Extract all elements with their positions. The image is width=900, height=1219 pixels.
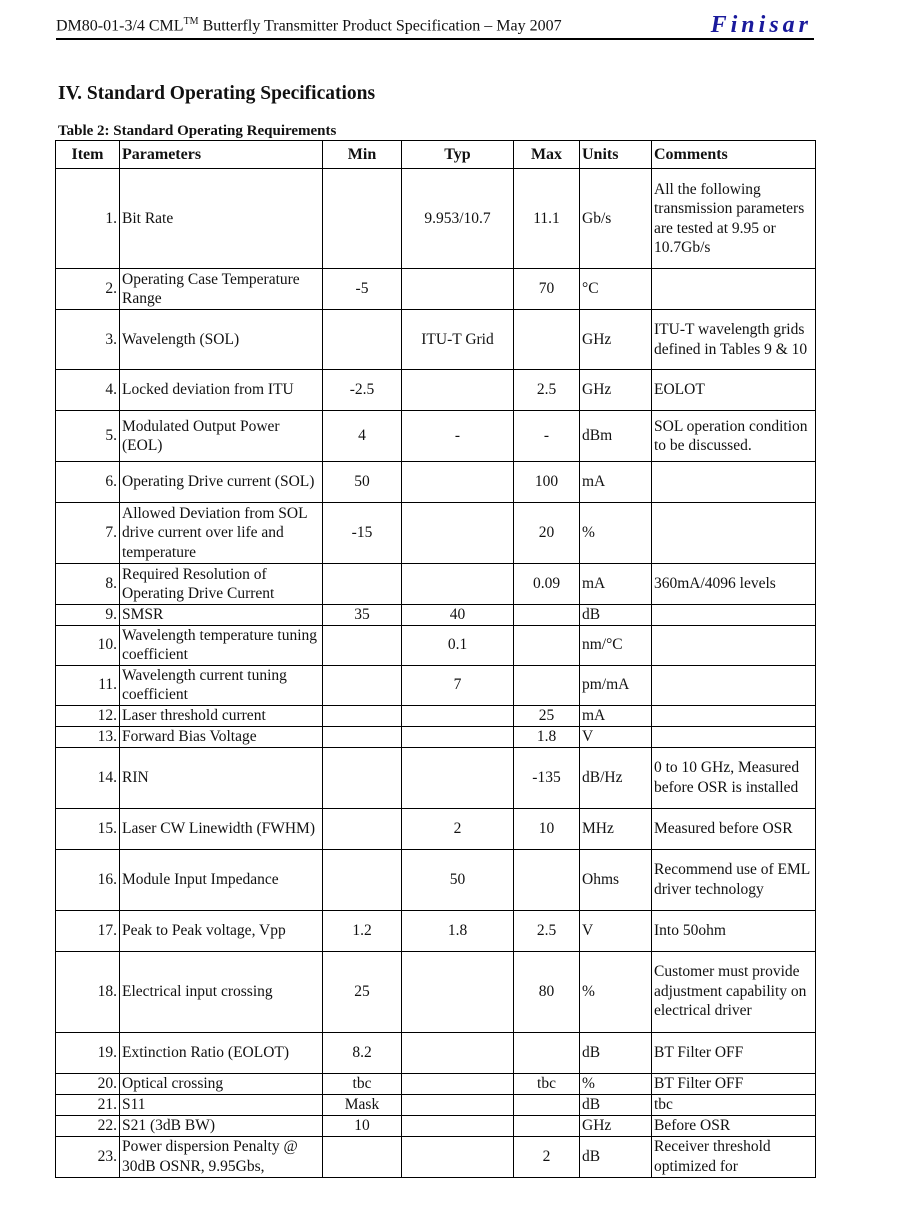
header-units: Units (580, 141, 652, 169)
table-row (56, 370, 816, 411)
cell-units: dB (580, 1094, 652, 1115)
table-header-row (56, 141, 816, 169)
cell-item: 16. (56, 849, 120, 910)
cell-min: 35 (323, 605, 402, 626)
cell-units: % (580, 951, 652, 1032)
cell-parameter: Wavelength temperature tuning coefficient (120, 625, 323, 665)
table-row (56, 269, 816, 310)
cell-units: dB (580, 1032, 652, 1073)
cell-comments: tbc (652, 1094, 816, 1115)
cell-comments (652, 625, 816, 665)
doc-title-suffix: Butterfly Transmitter Product Specification – May 2007 (198, 17, 562, 35)
cell-comments: SOL operation condition to be discussed. (652, 411, 816, 462)
cell-parameter: S11 (120, 1094, 323, 1115)
cell-comments: Measured before OSR (652, 808, 816, 849)
cell-item: 18. (56, 951, 120, 1032)
cell-min (323, 665, 402, 705)
cell-min: Mask (323, 1094, 402, 1115)
table-row (56, 462, 816, 503)
cell-min: 50 (323, 462, 402, 503)
cell-typ: ITU-T Grid (402, 310, 514, 370)
cell-typ (402, 503, 514, 564)
cell-item: 10. (56, 625, 120, 665)
cell-min (323, 310, 402, 370)
cell-units: dB (580, 605, 652, 626)
table-row (56, 625, 816, 665)
cell-min (323, 1136, 402, 1177)
cell-typ: - (402, 411, 514, 462)
table-row (56, 951, 816, 1032)
cell-comments (652, 269, 816, 310)
cell-comments (652, 705, 816, 726)
cell-min (323, 726, 402, 747)
cell-typ: 9.953/10.7 (402, 169, 514, 269)
table-row (56, 726, 816, 747)
cell-units: pm/mA (580, 665, 652, 705)
cell-units: GHz (580, 310, 652, 370)
cell-min (323, 747, 402, 808)
cell-item: 4. (56, 370, 120, 411)
cell-item: 9. (56, 605, 120, 626)
cell-typ (402, 726, 514, 747)
cell-parameter: Bit Rate (120, 169, 323, 269)
cell-typ (402, 747, 514, 808)
table-row (56, 705, 816, 726)
cell-item: 5. (56, 411, 120, 462)
cell-units: Ohms (580, 849, 652, 910)
cell-parameter: Module Input Impedance (120, 849, 323, 910)
cell-parameter: Operating Drive current (SOL) (120, 462, 323, 503)
table-row (56, 503, 816, 564)
cell-typ (402, 370, 514, 411)
cell-max: 2.5 (514, 370, 580, 411)
cell-item: 20. (56, 1073, 120, 1094)
cell-typ: 0.1 (402, 625, 514, 665)
cell-parameter: Modulated Output Power (EOL) (120, 411, 323, 462)
cell-typ: 2 (402, 808, 514, 849)
cell-max: 20 (514, 503, 580, 564)
cell-typ (402, 1136, 514, 1177)
trademark-mark: TM (183, 16, 199, 27)
table-row (56, 1136, 816, 1177)
cell-max (514, 605, 580, 626)
cell-item: 13. (56, 726, 120, 747)
cell-min: -5 (323, 269, 402, 310)
cell-comments: Customer must provide adjustment capability on electrical driver (652, 951, 816, 1032)
header-item: Item (56, 141, 120, 169)
cell-parameter: Optical crossing (120, 1073, 323, 1094)
cell-item: 19. (56, 1032, 120, 1073)
section-title: IV. Standard Operating Specifications (58, 83, 376, 104)
cell-comments (652, 462, 816, 503)
cell-min (323, 849, 402, 910)
cell-min (323, 169, 402, 269)
cell-typ (402, 1115, 514, 1136)
cell-max (514, 1032, 580, 1073)
cell-item: 7. (56, 503, 120, 564)
cell-units: MHz (580, 808, 652, 849)
cell-typ: 40 (402, 605, 514, 626)
cell-max: 11.1 (514, 169, 580, 269)
cell-units: mA (580, 564, 652, 605)
cell-typ (402, 564, 514, 605)
cell-parameter: Wavelength (SOL) (120, 310, 323, 370)
cell-typ: 50 (402, 849, 514, 910)
cell-max: 100 (514, 462, 580, 503)
table-row (56, 747, 816, 808)
cell-item: 15. (56, 808, 120, 849)
cell-max: 0.09 (514, 564, 580, 605)
cell-min (323, 705, 402, 726)
cell-comments (652, 503, 816, 564)
cell-comments: BT Filter OFF (652, 1032, 816, 1073)
cell-units: V (580, 910, 652, 951)
cell-units: GHz (580, 1115, 652, 1136)
finisar-logo: Finisar (710, 12, 812, 38)
cell-min: 25 (323, 951, 402, 1032)
cell-min: -15 (323, 503, 402, 564)
cell-max (514, 625, 580, 665)
cell-max: 2.5 (514, 910, 580, 951)
cell-max (514, 1094, 580, 1115)
header-parameters: Parameters (120, 141, 323, 169)
cell-units: % (580, 1073, 652, 1094)
cell-units: mA (580, 462, 652, 503)
cell-parameter: S21 (3dB BW) (120, 1115, 323, 1136)
cell-typ (402, 1094, 514, 1115)
cell-units: Gb/s (580, 169, 652, 269)
table-row (56, 910, 816, 951)
cell-max: 10 (514, 808, 580, 849)
cell-max (514, 310, 580, 370)
doc-title-prefix: DM80-01-3/4 CML (56, 17, 184, 35)
page-header (56, 8, 814, 40)
cell-units: dB/Hz (580, 747, 652, 808)
cell-comments: Before OSR (652, 1115, 816, 1136)
cell-parameter: Wavelength current tuning coefficient (120, 665, 323, 705)
cell-comments: Into 50ohm (652, 910, 816, 951)
cell-min: 1.2 (323, 910, 402, 951)
cell-comments: EOLOT (652, 370, 816, 411)
table-row (56, 1073, 816, 1094)
cell-parameter: RIN (120, 747, 323, 808)
cell-max: 1.8 (514, 726, 580, 747)
cell-typ (402, 269, 514, 310)
cell-item: 2. (56, 269, 120, 310)
cell-units: dB (580, 1136, 652, 1177)
cell-comments: Receiver threshold optimized for (652, 1136, 816, 1177)
cell-typ: 1.8 (402, 910, 514, 951)
cell-item: 14. (56, 747, 120, 808)
cell-parameter: Locked deviation from ITU (120, 370, 323, 411)
cell-comments: Recommend use of EML driver technology (652, 849, 816, 910)
cell-units: mA (580, 705, 652, 726)
header-min: Min (323, 141, 402, 169)
cell-item: 17. (56, 910, 120, 951)
table-caption: Table 2: Standard Operating Requirements (58, 123, 337, 139)
table-row (56, 849, 816, 910)
table-row (56, 1115, 816, 1136)
cell-comments (652, 605, 816, 626)
cell-max: 25 (514, 705, 580, 726)
cell-parameter: Allowed Deviation from SOL drive current over life and temperature (120, 503, 323, 564)
cell-item: 22. (56, 1115, 120, 1136)
cell-item: 8. (56, 564, 120, 605)
cell-comments: 0 to 10 GHz, Measured before OSR is installed (652, 747, 816, 808)
cell-typ (402, 705, 514, 726)
cell-max (514, 849, 580, 910)
cell-parameter: SMSR (120, 605, 323, 626)
cell-typ (402, 462, 514, 503)
cell-max (514, 1115, 580, 1136)
cell-parameter: Operating Case Temperature Range (120, 269, 323, 310)
cell-min: 8.2 (323, 1032, 402, 1073)
cell-max: -135 (514, 747, 580, 808)
header-typ: Typ (402, 141, 514, 169)
table-row (56, 564, 816, 605)
cell-item: 11. (56, 665, 120, 705)
cell-max: 80 (514, 951, 580, 1032)
cell-parameter: Peak to Peak voltage, Vpp (120, 910, 323, 951)
cell-typ (402, 951, 514, 1032)
table-row (56, 808, 816, 849)
cell-item: 1. (56, 169, 120, 269)
cell-parameter: Forward Bias Voltage (120, 726, 323, 747)
cell-parameter: Required Resolution of Operating Drive Current (120, 564, 323, 605)
cell-comments: ITU-T wavelength grids defined in Tables 9 & 10 (652, 310, 816, 370)
cell-parameter: Power dispersion Penalty @ 30dB OSNR, 9.95Gbs, (120, 1136, 323, 1177)
cell-units: nm/°C (580, 625, 652, 665)
cell-typ (402, 1032, 514, 1073)
cell-typ (402, 1073, 514, 1094)
cell-min (323, 808, 402, 849)
cell-comments: 360mA/4096 levels (652, 564, 816, 605)
cell-parameter: Laser CW Linewidth (FWHM) (120, 808, 323, 849)
table-row (56, 411, 816, 462)
document-title (56, 16, 562, 35)
table-row (56, 665, 816, 705)
cell-max (514, 665, 580, 705)
table-row (56, 1094, 816, 1115)
table-row (56, 1032, 816, 1073)
cell-item: 3. (56, 310, 120, 370)
cell-comments (652, 665, 816, 705)
table-row (56, 605, 816, 626)
cell-min: tbc (323, 1073, 402, 1094)
cell-min (323, 564, 402, 605)
cell-item: 6. (56, 462, 120, 503)
cell-typ: 7 (402, 665, 514, 705)
cell-min: 4 (323, 411, 402, 462)
cell-units: dBm (580, 411, 652, 462)
header-comments: Comments (652, 141, 816, 169)
cell-units: GHz (580, 370, 652, 411)
cell-max: 2 (514, 1136, 580, 1177)
operating-requirements-table (55, 140, 816, 1178)
cell-max: 70 (514, 269, 580, 310)
cell-units: V (580, 726, 652, 747)
cell-parameter: Extinction Ratio (EOLOT) (120, 1032, 323, 1073)
table-row (56, 310, 816, 370)
cell-min: -2.5 (323, 370, 402, 411)
cell-item: 21. (56, 1094, 120, 1115)
cell-item: 12. (56, 705, 120, 726)
cell-min (323, 625, 402, 665)
table-body (56, 169, 816, 1178)
cell-item: 23. (56, 1136, 120, 1177)
cell-parameter: Laser threshold current (120, 705, 323, 726)
cell-comments (652, 726, 816, 747)
table-row (56, 169, 816, 269)
cell-comments: BT Filter OFF (652, 1073, 816, 1094)
cell-comments: All the following transmission parameters are tested at 9.95 or 10.7Gb/s (652, 169, 816, 269)
header-max: Max (514, 141, 580, 169)
cell-max: - (514, 411, 580, 462)
cell-min: 10 (323, 1115, 402, 1136)
cell-units: % (580, 503, 652, 564)
cell-max: tbc (514, 1073, 580, 1094)
cell-units: °C (580, 269, 652, 310)
cell-parameter: Electrical input crossing (120, 951, 323, 1032)
